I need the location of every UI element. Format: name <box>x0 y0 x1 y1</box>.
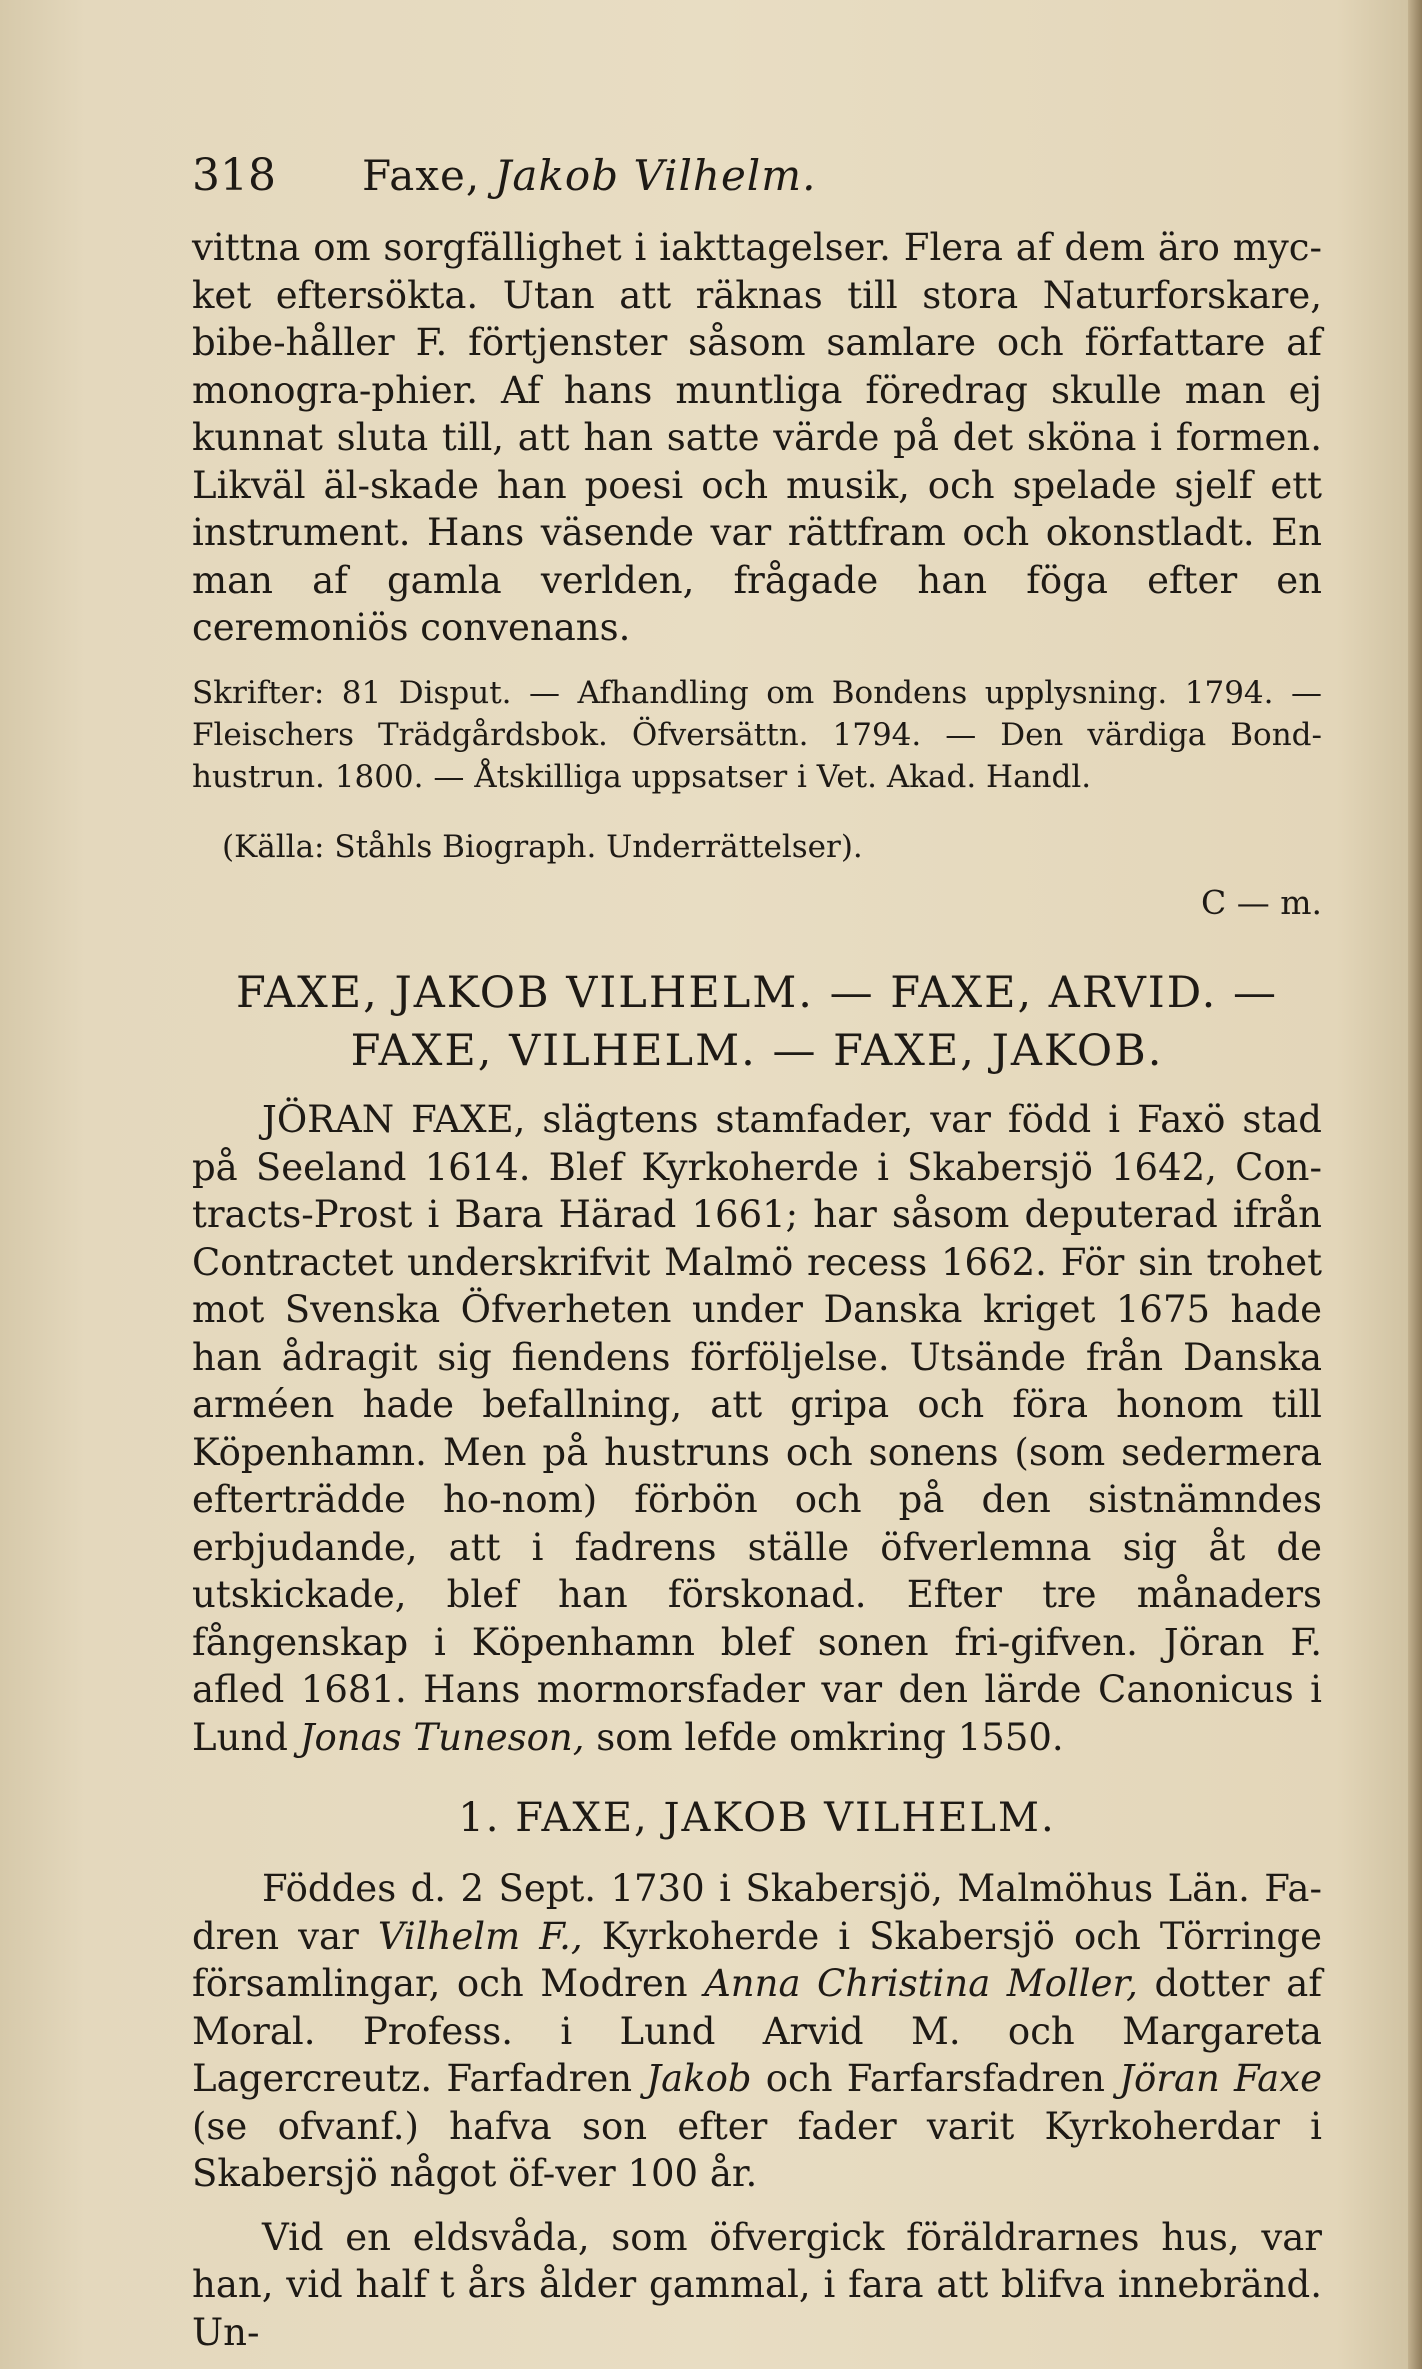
para2-end: som lefde omkring 1550. <box>596 1715 1064 1759</box>
section-title <box>192 964 1322 1080</box>
para3-a: Föddes d. 2 Sept. 1730 i Skabersjö, Malmöhus Län. Fa-dren var <box>192 1867 1322 1958</box>
para2-name: Jonas Tuneson, <box>299 1715 585 1759</box>
para3-c: dotter af Moral. Profess. i Lund Arvid M. och Margareta Lagercreutz. Farfadren <box>192 1962 1323 2100</box>
para3-father: Vilhelm F., <box>377 1914 583 1958</box>
page-edge <box>1408 0 1422 2369</box>
para3-jakob: Jakob <box>646 2057 752 2100</box>
para2-text: JÖRAN FAXE, slägtens stamfader, var född i Faxö stad på Seeland 1614. Blef Kyrkoherde i Skabersjö 1642, Con-tracts-Prost i Bara Härad 1661; har såsom deputerad ifrån Contractet underskrifvit Malmö recess 1662. För sin trohet mot Svenska Öfverheten under Danska kriget 1675 hade han ådragit sig fiendens förföljelse. Utsände från Danska arméen hade befallning, att gripa och föra honom till Köpenhamn. Men på hustruns och sonens (som sedermera efterträdde ho-nom) förbön och på den sistnämndes erbjudande, att i fadrens ställe öfverlemna sig åt de utskickade, blef han förskonad. Efter tre månaders fångenskap i Köpenhamn blef sonen fri-gifven. Jöran F. afled 1681. Hans mormorsfader var den lärde Canonicus i Lund <box>192 1098 1322 1759</box>
paragraph-joran-faxe <box>192 1096 1322 1761</box>
writings-list: Skrifter: 81 Disput. — Afhandling om Bondens upplysning. 1794. — Fleischers Trädgårdsbok. Öfversättn. 1794. — Den värdiga Bond-hustrun. 1800. — Åtskilliga uppsatser i Vet. Akad. Handl. <box>192 674 1322 795</box>
para3-joran: Jöran Faxe <box>1119 2057 1323 2100</box>
subsection-heading: 1. FAXE, JAKOB VILHELM. <box>458 1795 1056 1841</box>
para3-b: Kyrkoherde i Skabersjö och Törringe församlingar, och Modren <box>192 1914 1322 2005</box>
section-title-line-2: FAXE, VILHELM. — FAXE, JAKOB. <box>350 1026 1164 1076</box>
running-title-name: Faxe, <box>362 151 481 200</box>
page-content <box>192 150 1322 2356</box>
source-note: (Källa: Ståhls Biograph. Underrättelser). <box>222 828 863 865</box>
para3-mother: Anna Christina Moller, <box>704 1962 1138 2005</box>
paragraph-birth <box>192 1865 1322 2198</box>
paragraph-fire: Vid en eldsvåda, som öfvergick föräldrarnes hus, var han, vid half t års ålder gammal, i fara att blifva innebränd. Un- <box>192 2215 1322 2354</box>
page-number: 318 <box>192 150 276 201</box>
section-title-line-1: FAXE, JAKOB VILHELM. — FAXE, ARVID. — <box>235 968 1279 1018</box>
paragraph-biography-end: vittna om sorgfällighet i iakttagelser. Flera af dem äro myc-ket eftersökta. Utan att räknas till stora Naturforskare, bibe-håller F. förtjenster såsom samlare och författare af monogra-phier. Af hans muntliga föredrag skulle man ej kunnat sluta till, att han satte värde på det sköna i formen. Likväl äl-skade han poesi och musik, och spelade sjelf ett instrument. Hans väsende var rättfram och okonstladt. En man af gamla verlden, frågade han föga efter en ceremoniös convenans. <box>192 226 1322 649</box>
running-title <box>362 151 816 200</box>
running-title-italic: Jakob Vilhelm. <box>494 151 817 200</box>
author-signature: C — m. <box>1200 883 1322 922</box>
para3-e: (se ofvanf.) hafva son efter fader varit Kyrkoherdar i Skabersjö något öf-ver 100 år. <box>192 2104 1322 2195</box>
para3-d: och Farfarsfadren <box>765 2057 1105 2100</box>
page-header <box>192 150 1322 220</box>
